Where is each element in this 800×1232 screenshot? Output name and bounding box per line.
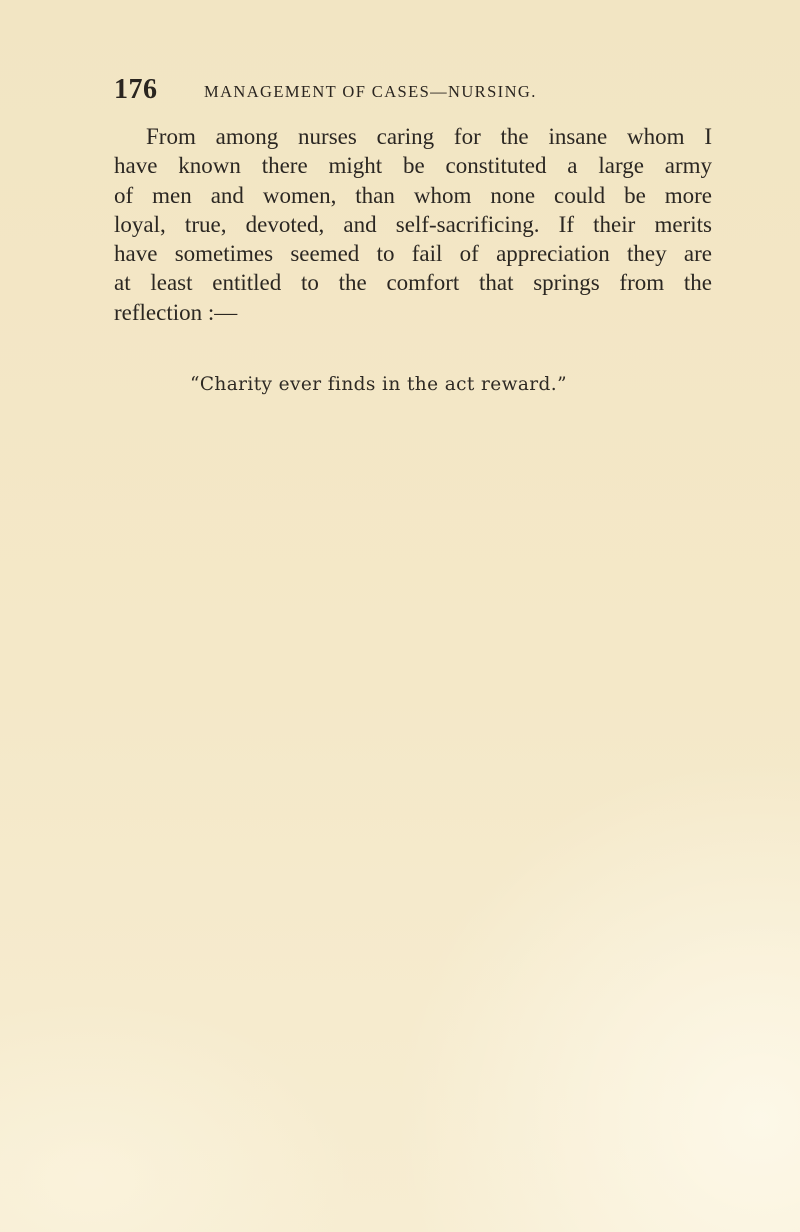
- page-header: [114, 70, 714, 110]
- paragraph-line: From among nurses caring for the insane whom I: [146, 124, 712, 149]
- quotation: “Charity ever finds in the act reward.”: [190, 374, 567, 395]
- paragraph-line: have sometimes seemed to fail of appreciation they are: [114, 241, 712, 267]
- paragraph-line: loyal, true, devoted, and self-sacrificing. If their merits: [114, 211, 712, 237]
- page-number: 176: [114, 74, 158, 105]
- paragraph-line: have known there might be constituted a large army: [114, 153, 712, 179]
- paragraph-line: of men and women, than whom none could be more: [114, 182, 712, 208]
- running-head: MANAGEMENT OF CASES—NURSING.: [204, 82, 537, 101]
- paragraph-line: reflection :—: [114, 299, 238, 325]
- paragraph-line: at least entitled to the comfort that springs from the: [114, 270, 712, 296]
- body-paragraph: [114, 122, 712, 327]
